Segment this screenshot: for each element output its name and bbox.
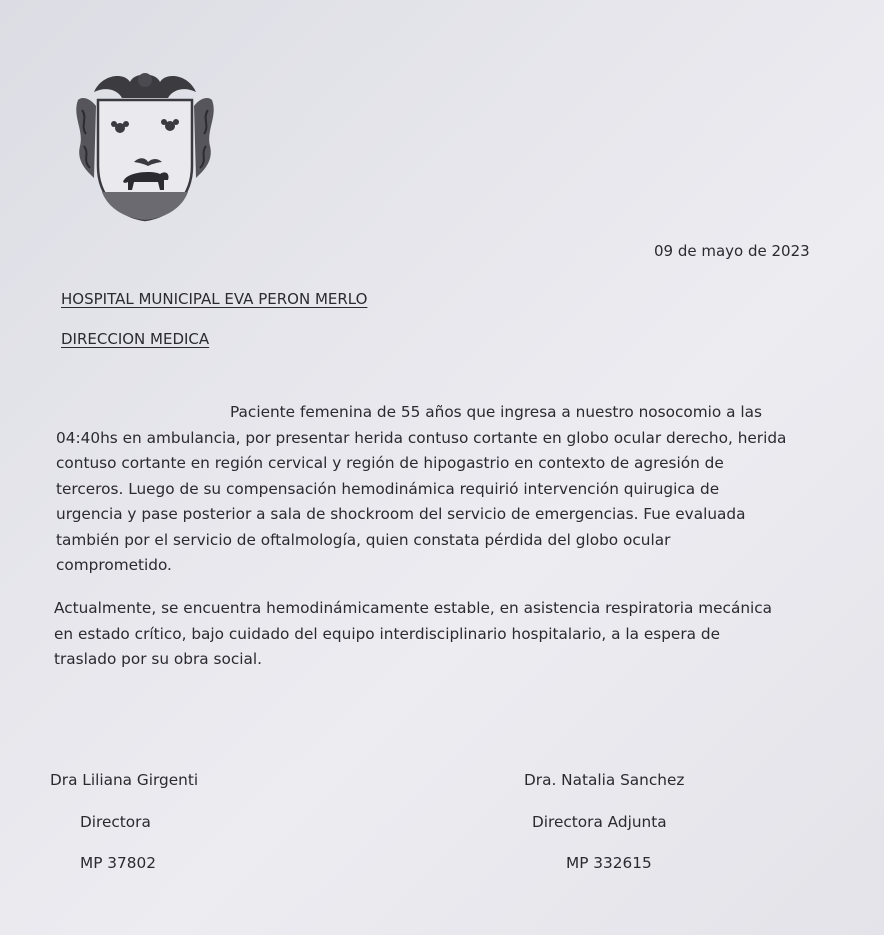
paragraph-line: urgencia y pase posterior a sala de shockroom del servicio de emergencias. Fue evaluada (56, 505, 746, 523)
signatory-2-name: Dra. Natalia Sanchez (524, 771, 685, 789)
paragraph-line: terceros. Luego de su compensación hemodinámica requirió intervención quirugica de (56, 479, 720, 498)
paragraph-line: 04:40hs en ambulancia, por presentar herida contuso cortante en globo ocular derecho, herida (56, 428, 787, 447)
letter-date: 09 de mayo de 2023 (654, 242, 810, 260)
paragraph-line: comprometido. (56, 556, 172, 574)
signatory-2-role: Directora Adjunta (532, 813, 667, 831)
paragraph-line: Actualmente, se encuentra hemodinámicamente estable, en asistencia respiratoria mecánica (54, 599, 773, 617)
department-heading: DIRECCION MEDICA (61, 330, 210, 348)
signatory-1-license: MP 37802 (80, 854, 156, 872)
signatory-1-name: Dra Liliana Girgenti (50, 771, 199, 789)
body-paragraph-2 (54, 596, 772, 673)
paragraph-line: en estado crítico, bajo cuidado del equipo interdisciplinario hospitalario, a la espera de (54, 624, 720, 643)
institution-heading: HOSPITAL MUNICIPAL EVA PERON MERLO (61, 290, 368, 308)
paragraph-line: Paciente femenina de 55 años que ingresa a nuestro nosocomio a las (230, 403, 762, 421)
paragraph-line: traslado por su obra social. (54, 650, 263, 668)
paragraph-line: también por el servicio de oftalmología, quien constata pérdida del globo ocular (56, 530, 671, 549)
body-paragraph-1 (56, 400, 786, 579)
signatory-1-role: Directora (80, 813, 151, 831)
coat-of-arms-icon (72, 66, 218, 226)
paragraph-line: contuso cortante en región cervical y región de hipogastrio en contexto de agresión de (56, 454, 724, 472)
signatory-2-license: MP 332615 (566, 854, 652, 872)
